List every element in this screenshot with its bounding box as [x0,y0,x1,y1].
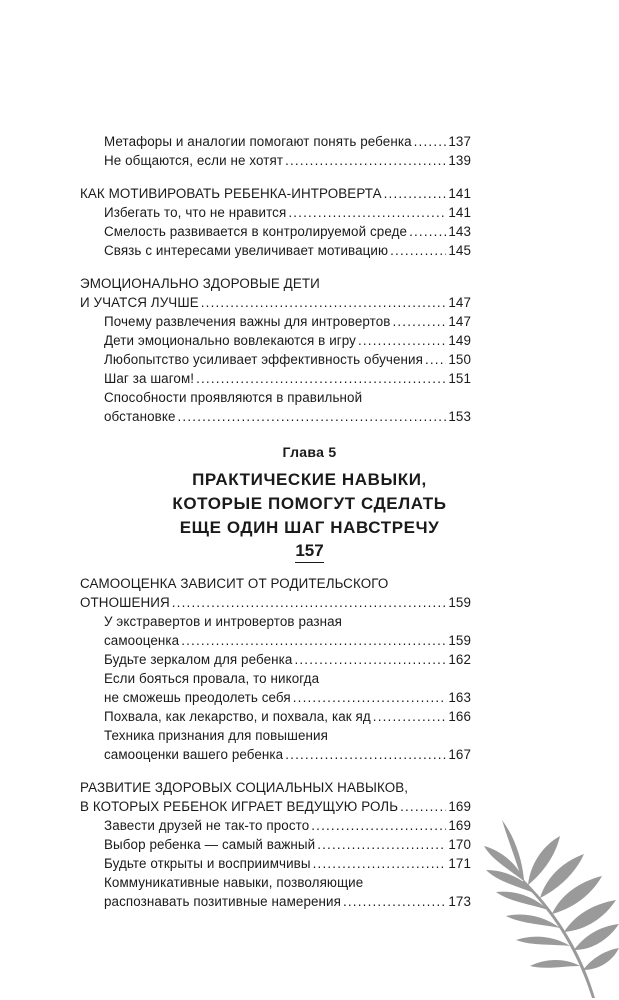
toc-entry-title: В КОТОРЫХ РЕБЕНОК ИГРАЕТ ВЕДУЩУЮ РОЛЬ [80,799,399,814]
toc-entry-title: Метафоры и аналогии помогают понять ребенка [104,134,412,149]
chapter-title [0,468,619,540]
toc-group-gap [80,764,471,778]
toc-subsection-entry [104,612,471,650]
dot-leader [373,707,447,726]
toc-entry-title: не сможешь преодолеть себя [104,690,291,705]
toc-entry-title: Шаг за шагом! [104,371,195,386]
toc-subsection-entry [104,650,471,669]
toc-section-entry [80,184,471,203]
toc-page-number: 169 [448,799,471,814]
dot-leader [294,650,446,669]
toc-page-number: 143 [448,224,471,239]
toc-entry-title: Завести друзей не так-то просто [104,818,310,833]
toc-page-number: 137 [448,134,471,149]
toc-entry-title-line: Способности проявляются в правильной [104,390,363,405]
toc-subsection-entry [104,350,471,369]
toc-entry-title-line: РАЗВИТИЕ ЗДОРОВЫХ СОЦИАЛЬНЫХ НАВЫКОВ, [80,780,409,795]
toc-page-number: 163 [448,690,471,705]
fern-leaf-icon [480,820,619,1000]
dot-leader [181,631,446,650]
toc-page-number: 159 [448,633,471,648]
toc-subsection-entry [104,873,471,911]
dot-leader [425,350,446,369]
toc-page-number: 162 [448,652,471,667]
toc-entry-title-line: Техника признания для повышения [104,728,328,743]
toc-entry-title: ОТНОШЕНИЯ [80,595,170,610]
chapter-title-line: ЕЩЕ ОДИН ШАГ НАВСТРЕЧУ [179,518,440,537]
toc-page-number: 147 [448,295,471,310]
chapter-page-number: 157 [295,540,323,563]
dot-leader [285,151,446,170]
toc-entry-title: Будьте зеркалом для ребенка [104,652,293,667]
toc-page-number: 173 [448,894,471,909]
toc-page-number: 151 [448,371,471,386]
toc-entry-title: Связь с интересами увеличивает мотивацию [104,243,389,258]
chapter-title-line: КОТОРЫЕ ПОМОГУТ СДЕЛАТЬ [172,494,447,513]
toc-subsection-entry [104,854,471,873]
toc-subsection-entry [104,835,471,854]
toc-entry-title-line: У экстравертов и интровертов разная [104,614,343,629]
toc-entry-title-line: Если бояться провала, то никогда [104,671,320,686]
dot-leader [311,816,446,835]
dot-leader [201,293,447,312]
dot-leader [390,241,446,260]
toc-entry-title: самооценки вашего ребенка [104,747,284,762]
dot-leader [317,835,446,854]
toc-page-number: 159 [448,595,471,610]
toc-subsection-entry [104,241,471,260]
dot-leader [400,797,446,816]
dot-leader [285,745,446,764]
toc-entry-title-line: Коммуникативные навыки, позволяющие [104,875,364,890]
dot-leader [392,312,446,331]
toc-page-number: 145 [448,243,471,258]
toc-entry-title: Смелость развивается в контролируемой среде [104,224,408,239]
dot-leader [313,854,447,873]
toc-subsection-entry [104,816,471,835]
dot-leader [293,688,447,707]
toc-entry-title: распознавать позитивные намерения [104,894,341,909]
dot-leader [414,132,447,151]
toc-subsection-entry [104,707,471,726]
toc-subsection-entry [104,388,471,426]
toc-page-number: 153 [448,409,471,424]
toc-entry-title: Дети эмоционально вовлекаются в игру [104,333,356,348]
dot-leader [343,892,446,911]
toc-entry-title: Любопытство усиливает эффективность обучения [104,352,423,367]
toc-entry-title: Будьте открыты и восприимчивы [104,856,311,871]
toc-page-number: 141 [448,205,471,220]
chapter-heading [0,444,619,563]
chapter-title-line: ПРАКТИЧЕСКИЕ НАВЫКИ, [192,470,427,489]
dot-leader [288,203,446,222]
toc-section-top [80,132,471,426]
toc-subsection-entry [104,132,471,151]
toc-subsection-entry [104,151,471,170]
dot-leader [172,593,447,612]
toc-section-bottom [80,574,471,911]
dot-leader [358,331,446,350]
toc-entry-title: самооценка [104,633,180,648]
toc-section-entry [80,274,471,312]
toc-entry-title-line: ЭМОЦИОНАЛЬНО ЗДОРОВЫЕ ДЕТИ [80,276,320,291]
toc-page-number: 167 [448,747,471,762]
toc-entry-title: КАК МОТИВИРОВАТЬ РЕБЕНКА-ИНТРОВЕРТА [80,186,382,201]
toc-page-number: 169 [448,818,471,833]
toc-page-number: 147 [448,314,471,329]
toc-page-number: 150 [448,352,471,367]
chapter-label: Глава 5 [282,444,337,460]
toc-entry-title: обстановке [104,409,176,424]
toc-page-number: 166 [448,709,471,724]
toc-page-number: 171 [448,856,471,871]
toc-section-entry [80,574,471,612]
toc-subsection-entry [104,222,471,241]
toc-subsection-entry [104,203,471,222]
toc-group-gap [80,170,471,184]
toc-entry-title: Выбор ребенка — самый важный [104,837,316,852]
toc-subsection-entry [104,669,471,707]
toc-entry-title: Почему развлечения важны для интровертов [104,314,391,329]
toc-page-number: 149 [448,333,471,348]
toc-entry-title: Избегать то, что не нравится [104,205,287,220]
toc-subsection-entry [104,331,471,350]
toc-page-number: 139 [448,153,471,168]
toc-entry-title-line: САМООЦЕНКА ЗАВИСИТ ОТ РОДИТЕЛЬСКОГО [80,576,389,591]
dot-leader [409,222,446,241]
toc-page-number: 141 [448,186,471,201]
dot-leader [384,184,447,203]
toc-page-number: 170 [448,837,471,852]
toc-entry-title: Похвала, как лекарство, и похвала, как яд [104,709,371,724]
toc-group-gap [80,260,471,274]
toc-subsection-entry [104,369,471,388]
toc-section-entry [80,778,471,816]
toc-subsection-entry [104,726,471,764]
dot-leader [178,407,447,426]
toc-entry-title: Не общаются, если не хотят [104,153,284,168]
toc-entry-title: И УЧАТСЯ ЛУЧШЕ [80,295,199,310]
toc-subsection-entry [104,312,471,331]
dot-leader [196,369,446,388]
